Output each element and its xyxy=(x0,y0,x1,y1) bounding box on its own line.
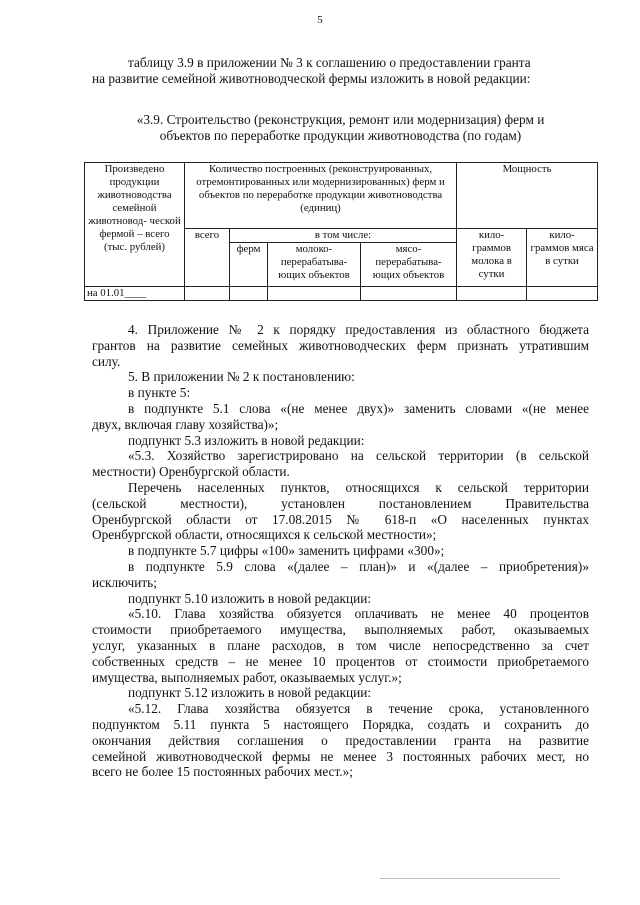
body-line: в подпункте 5.7 цифры «100» заменить цифрами «300»; xyxy=(128,543,445,559)
body-line: исключить; xyxy=(92,574,157,590)
table-header-meat-capacity: кило- граммов мяса в сутки xyxy=(527,229,598,287)
table-title-line: «3.9. Строительство (реконструкция, ремонт или модернизация) ферм и xyxy=(136,112,545,127)
table-cell xyxy=(457,287,527,301)
body-line: Перечень населенных пунктов, относящихся к сельской территории xyxy=(128,479,589,495)
table-title xyxy=(92,112,589,144)
footer-rule xyxy=(380,878,560,879)
body-line: стоимости приобретаемого имущества, выполняемых работ, оказываемых xyxy=(92,622,589,638)
body-line: подпункт 5.12 изложить в новой редакции: xyxy=(128,685,372,701)
table-cell xyxy=(361,287,457,301)
body-line: двух, включая главу хозяйства)»; xyxy=(92,416,279,432)
table-header-including: в том числе: xyxy=(230,229,457,243)
body-line: всего не более 15 постоянных рабочих мест.»; xyxy=(92,764,353,780)
table-header-farms: ферм xyxy=(230,243,268,287)
body-line: окончания действия соглашения о предоставлении гранта на развитие xyxy=(92,732,589,748)
page-number: 5 xyxy=(317,14,323,26)
body-line: «5.3. Хозяйство зарегистрировано на сельской территории (в сельской xyxy=(128,448,589,464)
table-row-label: на 01.01____ xyxy=(85,287,185,301)
table-title-line: объектов по переработке продукции животноводства (по годам) xyxy=(159,127,522,143)
body-line: 4. Приложение № 2 к порядку предоставления из областного бюджета xyxy=(128,322,589,337)
intro-line: на развитие семейной животноводческой фермы изложить в новой редакции: xyxy=(92,70,531,86)
table-header-meat-processing: мясо- перерабатыва- ющих объектов xyxy=(361,243,457,287)
intro-paragraph xyxy=(92,55,589,87)
table-header-milk-processing: молоко- перерабатыва- ющих объектов xyxy=(268,243,361,287)
table-cell xyxy=(230,287,268,301)
body-line: собственных средств – не менее 10 процентов от стоимости приобретаемого xyxy=(92,653,589,669)
table-cell xyxy=(527,287,598,301)
table-cell xyxy=(268,287,361,301)
body-line: местности) Оренбургской области. xyxy=(92,464,290,480)
body-line: Оренбургской области от 17.08.2015 № 618-п «О населенных пунктах xyxy=(92,511,589,527)
body-line: грантов на развитие семейных животноводческих ферм признать утратившим xyxy=(92,337,589,353)
body-line: (сельской местности), установлен постановлением Правительства xyxy=(92,495,589,511)
body-line: силу. xyxy=(92,353,121,369)
body-line: в подпункте 5.1 слова «(не менее двух)» заменить словами «(не менее xyxy=(128,400,589,416)
body-line: услуг, указанных в плане расходов, в том числе непосредственно за счет xyxy=(92,637,589,653)
table-header-capacity: Мощность xyxy=(457,163,598,229)
table-header-total: всего xyxy=(185,229,230,287)
body-line: подпунктом 5.11 пункта 5 настоящего Порядка, создать и сохранить до xyxy=(92,716,589,732)
body-line: «5.12. Глава хозяйства обязуется в течение срока, установленного xyxy=(128,701,589,717)
table-header-production: Произведено продукции животноводства семейной животновод- ческой фермой – всего (тыс. рублей) xyxy=(85,163,185,287)
intro-line: таблицу 3.9 в приложении № 3 к соглашению о предоставлении гранта xyxy=(128,55,531,70)
grant-table xyxy=(84,162,598,301)
body-line: Оренбургской области, относящихся к сельской местности»; xyxy=(92,527,437,543)
body-line: 5. В приложении № 2 к постановлению: xyxy=(128,369,355,385)
table-header-count: Количество построенных (реконструированных, отремонтированных или модернизированных) ферм и объектов по переработке продукции животноводства (единиц) xyxy=(185,163,457,229)
body-text xyxy=(92,322,589,780)
table-header-milk-capacity: кило- граммов молока в сутки xyxy=(457,229,527,287)
body-line: семейной животноводческой фермы не менее 3 постоянных рабочих мест, но xyxy=(92,748,589,764)
body-line: «5.10. Глава хозяйства обязуется оплачивать не менее 40 процентов xyxy=(128,606,589,622)
body-line: имущества, выполняемых работ, оказываемых услуг.»; xyxy=(92,669,402,685)
body-line: подпункт 5.3 изложить в новой редакции: xyxy=(128,432,365,448)
body-line: подпункт 5.10 изложить в новой редакции: xyxy=(128,590,372,606)
body-line: в пункте 5: xyxy=(128,385,191,401)
table-cell xyxy=(185,287,230,301)
body-line: в подпункте 5.9 слова «(далее – план)» и «(далее – приобретения)» xyxy=(128,558,589,574)
